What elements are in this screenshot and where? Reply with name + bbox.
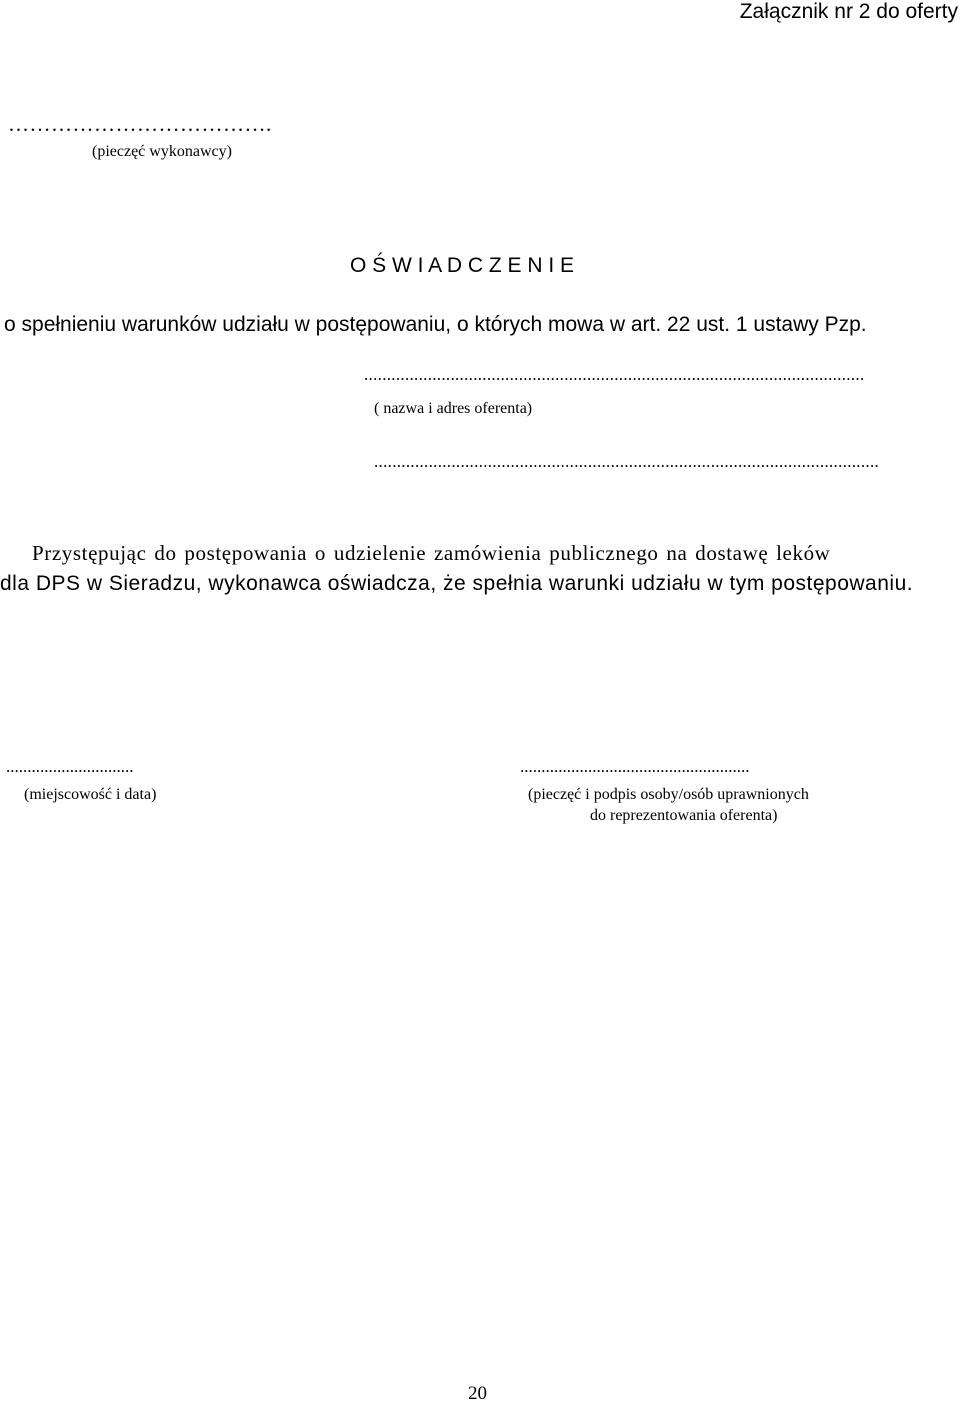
attachment-label: Załącznik nr 2 do oferty bbox=[739, 0, 958, 23]
signature-label-line-2: do reprezentowania oferenta) bbox=[590, 807, 778, 824]
declaration-text-line-1: Przystępując do postępowania o udzielenie zamówienia publicznego na dostawę leków bbox=[32, 541, 831, 565]
bidder-name-placeholder: .............................................................................................................. bbox=[364, 365, 865, 384]
bidder-name-label: ( nazwa i adres oferenta) bbox=[374, 400, 533, 417]
signature-placeholder: ...................................................... bbox=[520, 757, 750, 776]
signature-label-line-1: (pieczęć i podpis osoby/osób uprawnionych bbox=[528, 786, 809, 803]
place-date-label: (miejscowość i data) bbox=[24, 786, 157, 803]
page-number: 20 bbox=[468, 1383, 487, 1404]
place-date-placeholder: .............................. bbox=[6, 757, 134, 776]
contractor-stamp-label: (pieczęć wykonawcy) bbox=[92, 143, 232, 160]
contractor-stamp-placeholder: ………………………………. bbox=[8, 112, 272, 136]
bidder-address-placeholder: ............................................................................................................... bbox=[374, 452, 880, 471]
document-subtitle: o spełnieniu warunków udziału w postępowaniu, o których mowa w art. 22 ust. 1 ustawy Pzp. bbox=[4, 313, 867, 336]
declaration-text-line-2: dla DPS w Sieradzu, wykonawca oświadcza, że spełnia warunki udziału w tym postępowaniu. bbox=[0, 572, 914, 595]
document-title: O Ś W I A D C Z E N I E bbox=[350, 254, 575, 277]
